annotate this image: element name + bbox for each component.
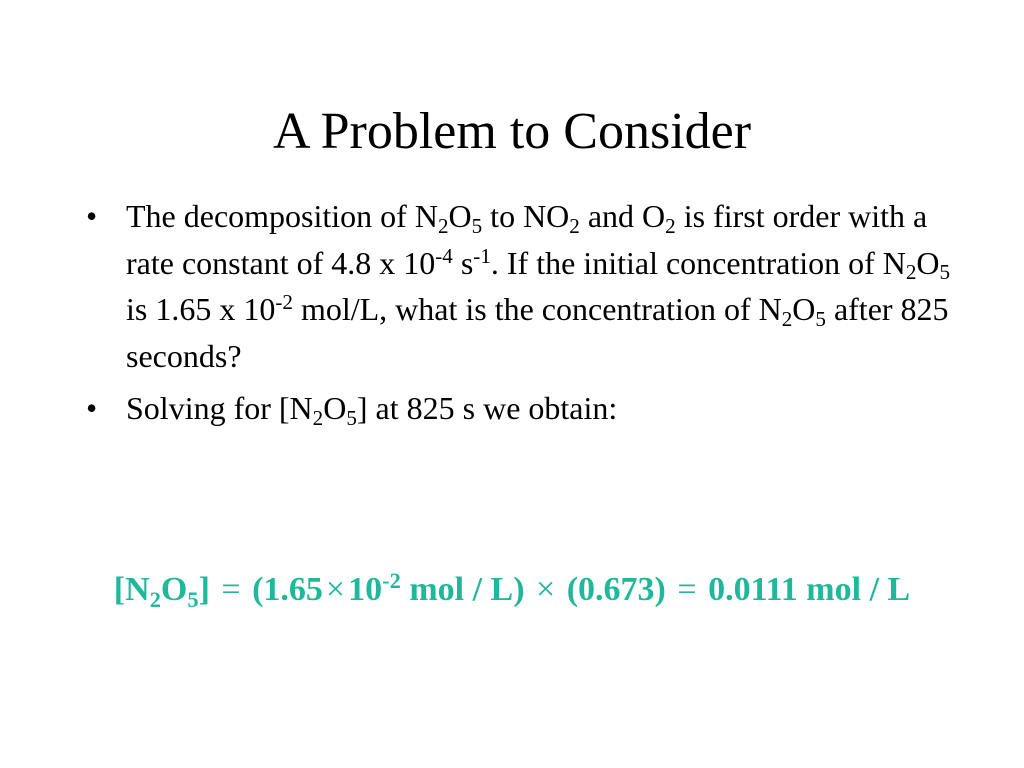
bullet-problem-statement: [86, 193, 966, 379]
solution-equation: $[N_2O_5] = (1.65\times 10^{-2}$ mol / L) × (0.673) = 0.0111 mol / L: [113, 567, 911, 612]
bullet-list: [86, 193, 966, 438]
solving-text: Solving for $[N_2O_5]$ at 825 s we obtain:: [126, 390, 618, 430]
slide-title: A Problem to Consider: [272, 103, 752, 160]
bullet-icon: •: [86, 390, 98, 426]
bullet-solving: [86, 385, 966, 432]
problem-text: The decomposition of $N_2O_5$ to $NO_2$ and $O_2$ is first order with a rate constant of 4.8 x $10^{-4}$ $s^{-1}$. If the initial concentration of $N_2O_5$ is 1.65 x $10^{-2}$ mol/L, what is the concentration of $N_2O_5$ after 825 seconds?: [126, 198, 951, 374]
bullet-icon: •: [86, 198, 98, 234]
